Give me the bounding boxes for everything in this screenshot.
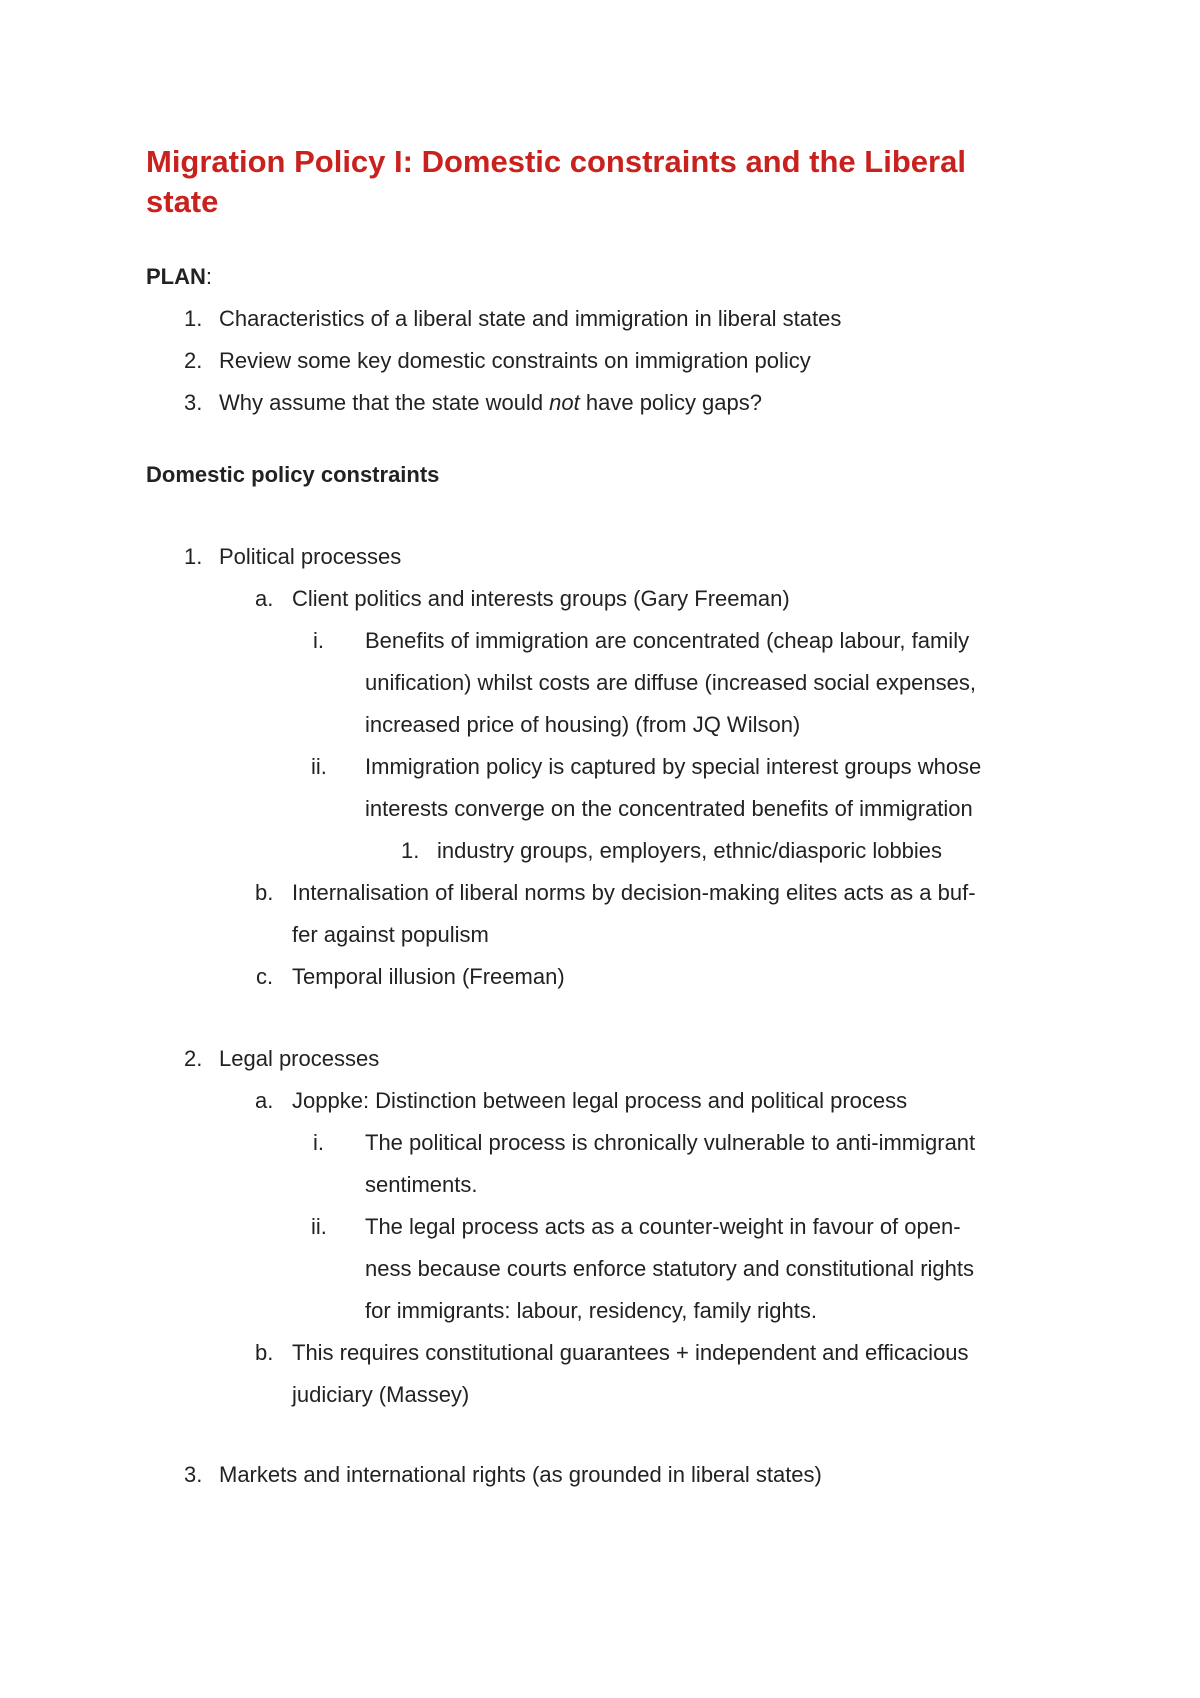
plan-item-3-part-1: Why assume that the state would	[219, 390, 550, 415]
item-1b-line-2: fer against populism	[292, 922, 489, 947]
plan-item-3-part-2: have policy gaps?	[579, 390, 762, 415]
item-1a-i-line-2: unification) whilst costs are diffuse (increased social expenses,	[365, 670, 977, 695]
item-2-text: Legal processes	[219, 1046, 380, 1071]
item-1a-i-line-1: Benefits of immigration are concentrated (cheap labour, family	[365, 628, 970, 653]
item-1a-text: Client politics and interests groups (Gary Freeman)	[292, 586, 790, 611]
item-2a-i-numeral: i.	[313, 1130, 324, 1155]
plan-item-3-emphasis: not	[549, 390, 580, 415]
item-2a-ii-line-2: ness because courts enforce statutory and constitutional rights	[365, 1256, 975, 1281]
item-1a-ii-line-1: Immigration policy is captured by special interest groups whose	[365, 754, 982, 779]
item-1a-ii-1-number: 1.	[401, 838, 420, 863]
item-2a-ii-numeral: ii.	[311, 1214, 327, 1239]
section-heading: Domestic policy constraints	[146, 462, 440, 487]
item-3-number: 3.	[184, 1462, 203, 1487]
item-1a-ii-line-2: interests converge on the concentrated benefits of immigration	[365, 796, 973, 821]
item-2a-letter: a.	[255, 1088, 274, 1113]
item-1a-i-numeral: i.	[313, 628, 324, 653]
document-title: Migration Policy I: Domestic constraints and the Liberal state	[146, 144, 966, 219]
item-1-number: 1.	[184, 544, 203, 569]
item-2b-line-1: This requires constitutional guarantees + independent and efficacious	[292, 1340, 969, 1365]
item-2a-i-line-1: The political process is chronically vulnerable to anti-immigrant	[365, 1130, 976, 1155]
item-1c-text: Temporal illusion (Freeman)	[292, 964, 565, 989]
item-2a-ii-line-1: The legal process acts as a counter-weight in favour of open-	[365, 1214, 961, 1239]
item-1b-line-1: Internalisation of liberal norms by decision-making elites acts as a buf-	[292, 880, 976, 905]
plan-heading-colon: :	[205, 264, 213, 289]
plan-heading-label: PLAN	[146, 264, 206, 289]
item-2a-text: Joppke: Distinction between legal process and political process	[292, 1088, 908, 1113]
plan-item-1-number: 1.	[184, 306, 203, 331]
plan-item-1: Characteristics of a liberal state and immigration in liberal states	[219, 306, 842, 331]
item-2b-letter: b.	[255, 1340, 274, 1365]
item-1a-letter: a.	[255, 586, 274, 611]
item-2a-ii-line-3: for immigrants: labour, residency, family rights.	[365, 1298, 817, 1323]
item-1b-letter: b.	[255, 880, 274, 905]
item-2b-line-2: judiciary (Massey)	[292, 1382, 470, 1407]
item-1a-ii-1-text: industry groups, employers, ethnic/diasporic lobbies	[437, 838, 943, 863]
item-2-number: 2.	[184, 1046, 203, 1071]
item-3-text: Markets and international rights (as grounded in liberal states)	[219, 1462, 822, 1487]
item-1a-i-line-3: increased price of housing) (from JQ Wilson)	[365, 712, 801, 737]
item-1-text: Political processes	[219, 544, 402, 569]
plan-item-3	[219, 382, 762, 424]
item-2a-i-line-2: sentiments.	[365, 1172, 478, 1197]
plan-item-2: Review some key domestic constraints on immigration policy	[219, 348, 811, 373]
plan-item-2-number: 2.	[184, 348, 203, 373]
plan-heading	[146, 256, 212, 298]
item-1c-letter: c.	[256, 964, 274, 989]
item-1a-ii-numeral: ii.	[311, 754, 327, 779]
plan-item-3-number: 3.	[184, 390, 203, 415]
